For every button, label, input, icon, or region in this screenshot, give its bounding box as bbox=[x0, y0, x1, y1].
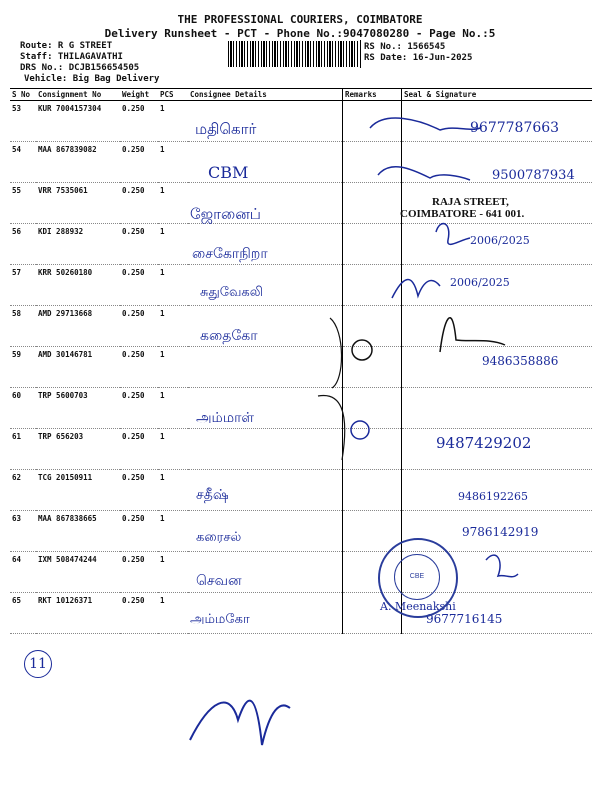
row-sno: 55 bbox=[10, 183, 36, 224]
signature-stroke bbox=[190, 701, 290, 745]
signature-stroke bbox=[392, 280, 440, 298]
company-seal bbox=[378, 538, 458, 618]
handwritten-phone: 9500787934 bbox=[492, 168, 575, 183]
row-consignment-no: TRP 656203 bbox=[36, 429, 120, 470]
row-pcs: 1 bbox=[158, 101, 188, 142]
col-pcs: PCS bbox=[158, 89, 188, 101]
row-weight: 0.250 bbox=[120, 224, 158, 265]
handwritten-name: ஜோனைப் bbox=[190, 205, 261, 223]
row-weight: 0.250 bbox=[120, 347, 158, 388]
row-pcs: 1 bbox=[158, 306, 188, 347]
runsheet-title: THE PROFESSIONAL COURIERS, COIMBATORE bbox=[177, 13, 423, 26]
row-pcs: 1 bbox=[158, 552, 188, 593]
handwritten-name: சுதுவேகலி bbox=[200, 285, 263, 300]
row-consignment-no: TRP 5600703 bbox=[36, 388, 120, 429]
col-remarks: Remarks bbox=[343, 89, 402, 101]
bracket-stroke bbox=[318, 318, 345, 460]
seal-center: CBE bbox=[394, 554, 440, 600]
row-consignment-no: IXM 508474244 bbox=[36, 552, 120, 593]
row-pcs: 1 bbox=[158, 470, 188, 511]
row-consignment-no: VRR 7535061 bbox=[36, 183, 120, 224]
row-consignment-no: KUR 7004157304 bbox=[36, 101, 120, 142]
handwritten-name: கரைசல் bbox=[196, 530, 242, 545]
row-consignment-no: RKT 10126371 bbox=[36, 593, 120, 634]
signature-stroke bbox=[486, 555, 518, 577]
handwritten-date: 2006/2025 bbox=[450, 276, 510, 289]
handwritten-phone: 9486358886 bbox=[482, 354, 559, 368]
row-sno: 56 bbox=[10, 224, 36, 265]
row-consignment-no: MAA 867839082 bbox=[36, 142, 120, 183]
handwritten-phone: 9677716145 bbox=[426, 612, 503, 626]
handwritten-phone: 9786142919 bbox=[462, 525, 539, 539]
row-pcs: 1 bbox=[158, 511, 188, 552]
drs-label: DRS No.: DCJB156654505 bbox=[20, 63, 140, 73]
col-consignment: Consignment No bbox=[36, 89, 120, 101]
row-sno: 65 bbox=[10, 593, 36, 634]
row-consignment-no: AMD 29713668 bbox=[36, 306, 120, 347]
row-weight: 0.250 bbox=[120, 265, 158, 306]
row-sno: 58 bbox=[10, 306, 36, 347]
row-sno: 53 bbox=[10, 101, 36, 142]
row-weight: 0.250 bbox=[120, 306, 158, 347]
stamp-line: RAJA STREET, bbox=[432, 196, 509, 208]
row-pcs: 1 bbox=[158, 142, 188, 183]
row-pcs: 1 bbox=[158, 265, 188, 306]
row-weight: 0.250 bbox=[120, 470, 158, 511]
handwritten-name: சதீஷ் bbox=[196, 487, 229, 503]
row-weight: 0.250 bbox=[120, 183, 158, 224]
vehicle-label: Vehicle: Big Bag Delivery bbox=[24, 74, 160, 84]
row-pcs: 1 bbox=[158, 429, 188, 470]
signature-stroke bbox=[436, 224, 470, 245]
mark-stroke bbox=[351, 421, 369, 439]
row-sno: 54 bbox=[10, 142, 36, 183]
row-weight: 0.250 bbox=[120, 101, 158, 142]
col-sno: S No bbox=[10, 89, 36, 101]
row-weight: 0.250 bbox=[120, 593, 158, 634]
row-sno: 59 bbox=[10, 347, 36, 388]
row-consignment-no: AMD 30146781 bbox=[36, 347, 120, 388]
col-consignee: Consignee Details bbox=[188, 89, 343, 101]
handwritten-name: அம்மகோ bbox=[190, 612, 250, 627]
row-consignment-no: MAA 867838665 bbox=[36, 511, 120, 552]
row-pcs: 1 bbox=[158, 593, 188, 634]
row-pcs: 1 bbox=[158, 347, 188, 388]
handwritten-name: அம்மாள் bbox=[196, 410, 255, 426]
row-pcs: 1 bbox=[158, 183, 188, 224]
row-weight: 0.250 bbox=[120, 388, 158, 429]
row-consignment-no: KRR 50260180 bbox=[36, 265, 120, 306]
runsheet-subtitle: Delivery Runsheet - PCT - Phone No.:9047080280 - Page No.:5 bbox=[104, 27, 496, 40]
mark-stroke bbox=[352, 340, 372, 360]
rs-date: RS Date: 16-Jun-2025 bbox=[364, 53, 473, 63]
handwritten-name: A. Meenakshi bbox=[380, 600, 456, 613]
row-sno: 63 bbox=[10, 511, 36, 552]
route-label: Route: R G STREET bbox=[20, 41, 113, 51]
col-seal: Seal & Signature bbox=[402, 89, 593, 101]
handwritten-phone: 9486192265 bbox=[458, 490, 528, 503]
row-consignment-no: TCG 20150911 bbox=[36, 470, 120, 511]
row-sno: 57 bbox=[10, 265, 36, 306]
stamp-line: COIMBATORE - 641 001. bbox=[400, 208, 525, 220]
signature-stroke bbox=[378, 167, 470, 180]
row-weight: 0.250 bbox=[120, 142, 158, 183]
row-consignment-no: KDI 288932 bbox=[36, 224, 120, 265]
row-sno: 64 bbox=[10, 552, 36, 593]
rs-number: RS No.: 1566545 bbox=[364, 42, 446, 52]
handwritten-phone: 9677787663 bbox=[470, 120, 560, 136]
row-sno: 62 bbox=[10, 470, 36, 511]
handwritten-name: மதிகொர் bbox=[195, 120, 257, 138]
col-weight: Weight bbox=[120, 89, 158, 101]
signature-stroke bbox=[440, 318, 505, 352]
staff-label: Staff: THILAGAVATHI bbox=[20, 52, 123, 62]
signature-stroke bbox=[370, 118, 480, 130]
handwritten-name: CBM bbox=[208, 163, 249, 182]
rubber-stamp bbox=[400, 196, 524, 220]
row-weight: 0.250 bbox=[120, 429, 158, 470]
row-weight: 0.250 bbox=[120, 511, 158, 552]
row-weight: 0.250 bbox=[120, 552, 158, 593]
handwritten-date: 2006/2025 bbox=[470, 234, 530, 247]
handwritten-phone: 9487429202 bbox=[436, 434, 532, 452]
row-pcs: 1 bbox=[158, 224, 188, 265]
row-sno: 61 bbox=[10, 429, 36, 470]
handwritten-name: கதைகோ bbox=[200, 328, 258, 344]
page-count-circle: 11 bbox=[24, 650, 52, 678]
row-sno: 60 bbox=[10, 388, 36, 429]
row-pcs: 1 bbox=[158, 388, 188, 429]
handwritten-name: செவன bbox=[196, 573, 242, 589]
handwritten-name: சைகோநிறா bbox=[192, 246, 268, 262]
